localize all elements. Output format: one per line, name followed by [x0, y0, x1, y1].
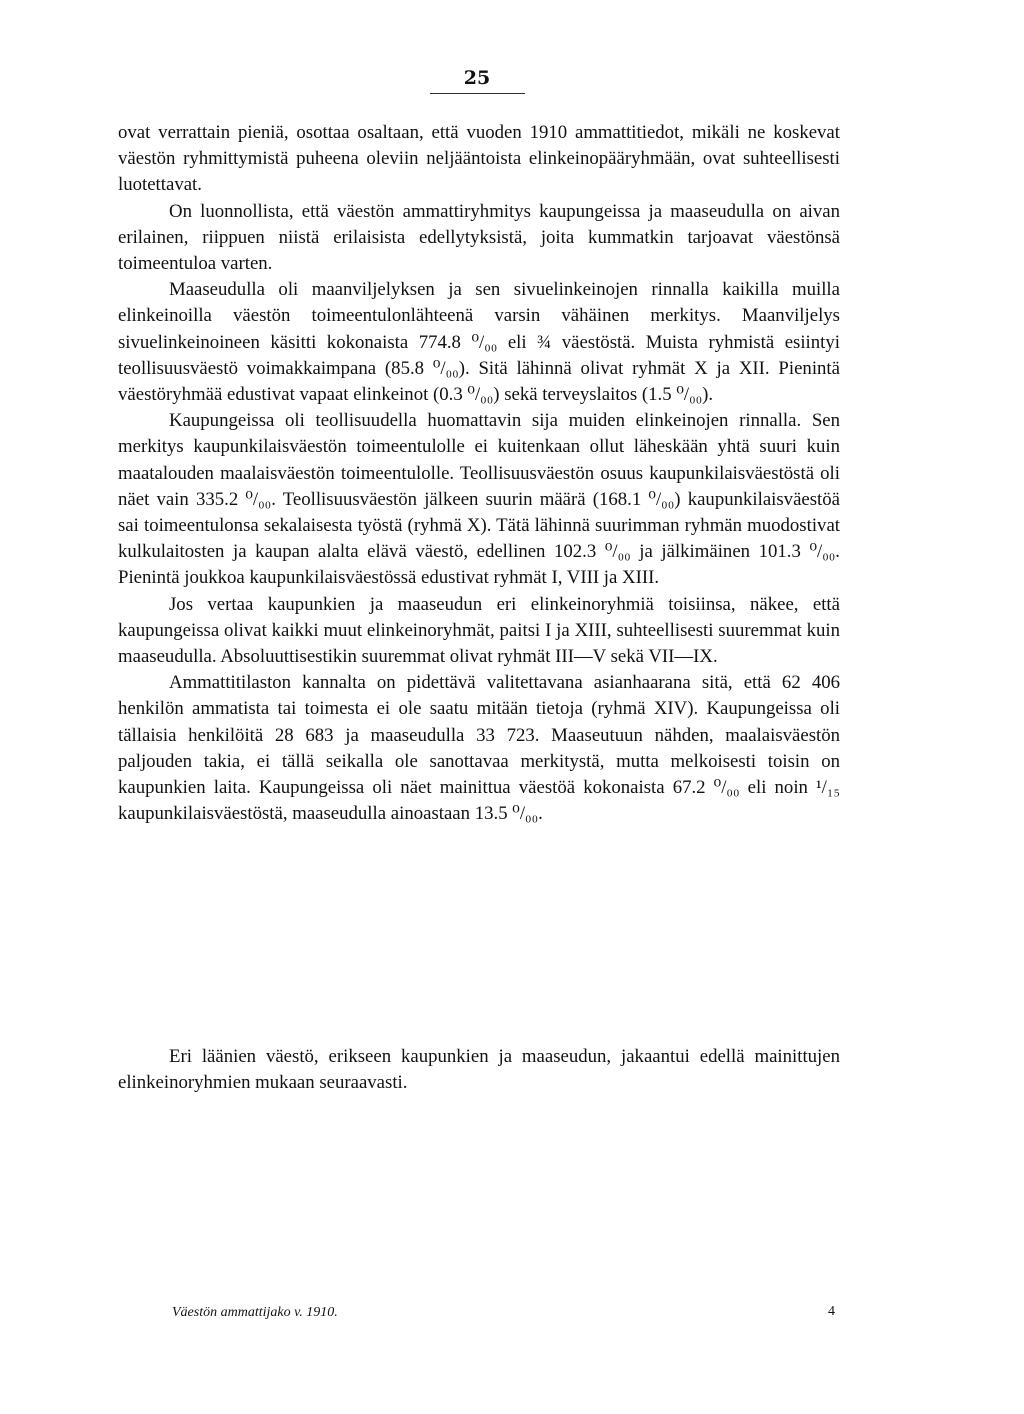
- paragraph-introduction-to-table: Eri läänien väestö, erikseen kaupunkien ja maaseudun, jakaantui edellä mainittujen elinkeinoryhmien mukaan seuraavasti.: [118, 1046, 840, 1094]
- page-number: 25: [463, 67, 491, 89]
- main-text: [118, 120, 840, 827]
- paragraph-towns: Kaupungeissa oli teollisuudella huomattavin sija muiden elinkeinojen rinnalla. Sen merkitys kaupunkilaisväestön toimeentulolle ei kuitenkaan ollut läheskään yhtä suuri kuin maatalouden maalaisväestön toimeentulolle. Teollisuusväestön osuus kaupunkilaisväestöstä oli näet vain 335.2 ⁰/₀₀. Teollisuusväestön jälkeen suurin määrä (168.1 ⁰/₀₀) kaupunkilaisväestöä sai toimeentulonsa sekalaisesta työstä (ryhmä X). Tätä lähinnä suurimman ryhmän muodostivat kulkulaitosten ja kaupan alalta elävä väestö, edellinen 102.3 ⁰/₀₀ ja jälkimäinen 101.3 ⁰/₀₀. Pienintä joukkoa kaupunkilaisväestössä edustivat ryhmät I, VIII ja XIII.: [118, 410, 840, 589]
- closing-text: [118, 1044, 840, 1096]
- paragraph-countryside: Maaseudulla oli maanviljelyksen ja sen sivuelinkeinojen rinnalla kaikilla muilla elinkeinoilla väestön toimeentulonlähteenä varsin vähäinen merkitys. Maanviljelys sivuelinkeinoineen käsitti kokonaista 774.8 ⁰/₀₀ eli ¾ väestöstä. Muista ryhmistä esiintyi teollisuusväestö voimakkaimpana (85.8 ⁰/₀₀). Sitä lähinnä olivat ryhmät X ja XII. Pienintä väestöryhmää edustivat vapaat elinkeinot (0.3 ⁰/₀₀) sekä terveyslaitos (1.5 ⁰/₀₀).: [118, 279, 840, 406]
- paragraph-comparison: Jos vertaa kaupunkien ja maaseudun eri elinkeinoryhmiä toisiinsa, näkee, että kaupungeissa olivat kaikki muut elinkeinoryhmät, paitsi I ja XIII, suhteellisesti suuremmat kuin maaseudulla. Absoluuttisestikin suuremmat olivat ryhmät III—V sekä VII—IX.: [118, 593, 840, 668]
- paragraph-unknown-occupation: Ammattitilaston kannalta on pidettävä valitettavana asianhaarana sitä, että 62 406 henkilön ammatista tai toimesta ei ole saatu mitään tietoja (ryhmä XIV). Kaupungeissa oli tällaisia henkilöitä 28 683 ja maaseudulla 33 723. Maaseutuun nähden, maalaisväestön paljouden takia, ei tällä seikalla ole sanottavaa merkitystä, mutta melkoisesti toisin on kaupunkien laita. Kaupungeissa oli näet mainittua väestöä kokonaista 67.2 ⁰/₀₀ eli noin ¹/₁₅ kaupunkilaisväestöstä, maaseudulla ainoastaan 13.5 ⁰/₀₀.: [118, 672, 840, 825]
- footer-signature-title: Väestön ammattijako v. 1910.: [172, 1305, 338, 1320]
- paragraph-occupational-grouping: On luonnollista, että väestön ammattiryhmitys kaupungeissa ja maaseudulla on aivan erilainen, riippuen niistä erilaisista edellytyksistä, joita kummatkin tarjoavat väestönsä toimeentuloa varten.: [118, 200, 840, 275]
- footer-sheet-number: 4: [828, 1304, 835, 1319]
- page-number-rule: [430, 93, 525, 94]
- paragraph-continuation: ovat verrattain pieniä, osottaa osaltaan, että vuoden 1910 ammattitiedot, mikäli ne koskevat väestön ryhmittymistä puheena oleviin neljääntoista elinkeinopääryhmään, ovat suhteellisesti luotettavat.: [118, 122, 840, 196]
